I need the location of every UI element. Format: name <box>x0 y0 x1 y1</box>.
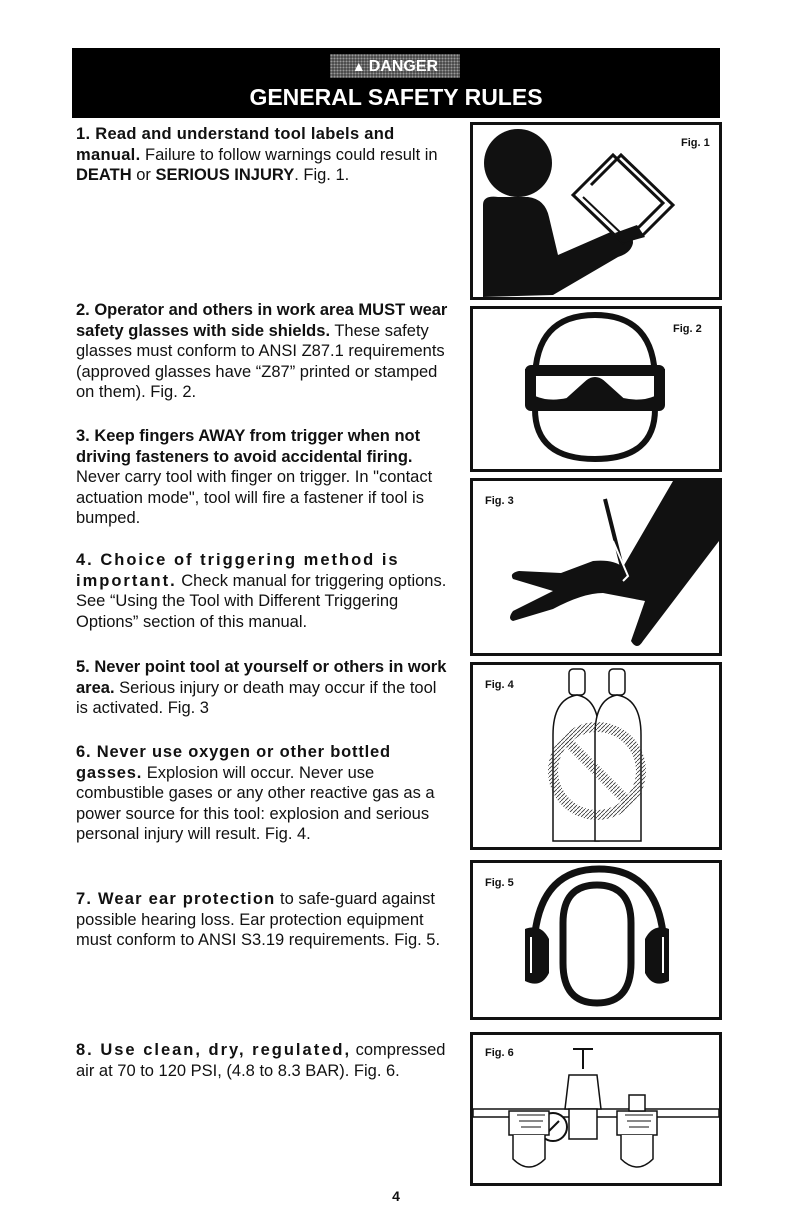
person-reading-manual-icon <box>473 125 719 297</box>
figure-2 <box>470 306 722 472</box>
rule-7-text: to safe-guard against possible hearing loss. Ear protection equipment must conform to ANSI S3.19 requirements. Fig. 5. <box>76 890 441 949</box>
rule-8 <box>76 1040 448 1081</box>
rule-8-heading: 8. Use clean, dry, regulated, <box>76 1041 352 1059</box>
rule-5-heading: 5. Never point tool at yourself or others in work area. <box>76 658 447 697</box>
rule-1-death: DEATH <box>76 166 132 184</box>
figure-2-label: Fig. 2 <box>673 323 702 335</box>
page-number: 4 <box>392 1188 400 1204</box>
rule-3 <box>76 426 448 529</box>
danger-label-text: DANGER <box>368 58 439 75</box>
page-title: GENERAL SAFETY RULES <box>249 84 543 110</box>
figure-3-label: Fig. 3 <box>485 495 514 507</box>
figure-1-label: Fig. 1 <box>681 137 710 149</box>
rule-1-text: Failure to follow warnings could result in <box>140 145 438 164</box>
rule-4 <box>76 550 448 632</box>
rule-7-heading: 7. Wear ear protection <box>76 890 276 908</box>
figure-3 <box>470 478 722 656</box>
rule-5-text: Serious injury or death may occur if the tool is activated. Fig. 3 <box>76 678 437 717</box>
rule-1-fig-ref: . Fig. 1. <box>294 166 350 184</box>
rule-5 <box>76 657 448 719</box>
rule-1-heading: 1. Read and understand tool labels and manual. <box>76 125 395 164</box>
figure-4 <box>470 662 722 850</box>
figure-1 <box>470 122 722 300</box>
danger-header <box>72 48 720 118</box>
rule-1 <box>76 124 448 186</box>
figure-5-label: Fig. 5 <box>485 877 514 889</box>
danger-badge <box>330 54 460 78</box>
rule-6-text: Explosion will occur. Never use combustible gases or any other reactive gas as a power source for this tool: explosion and serious personal injury will result. Fig. 4. <box>76 763 435 843</box>
rule-4-text: Check manual for triggering options. See “Using the Tool with Different Triggering Options” section of this manual. <box>76 571 447 631</box>
rule-1-or: or <box>131 166 156 184</box>
warning-triangle-icon: ▲ <box>351 58 366 74</box>
rule-2-heading: 2. Operator and others in work area MUST wear safety glasses with side shields. <box>76 301 448 340</box>
rule-4-heading: 4. Choice of triggering method is important. <box>76 551 400 590</box>
rule-7 <box>76 889 448 951</box>
gas-cylinders-prohibited-icon <box>473 665 719 847</box>
rule-2 <box>76 300 448 403</box>
rule-8-text: compressed air at 70 to 120 PSI, (4.8 to 8.3 BAR). Fig. 6. <box>76 1041 446 1080</box>
rule-6-heading: 6. Never use oxygen or other bottled gasses. <box>76 743 391 782</box>
rule-3-heading: 3. Keep fingers AWAY from trigger when not driving fasteners to avoid accidental firing. <box>76 427 421 466</box>
rule-3-text: Never carry tool with finger on trigger. In "contact actuation mode", tool will fire a fastener if tool is bumped. <box>76 468 433 527</box>
rule-1-serious-injury: SERIOUS INJURY <box>155 166 295 184</box>
rule-6 <box>76 742 448 845</box>
figure-6 <box>470 1032 722 1186</box>
figure-6-label: Fig. 6 <box>485 1047 514 1059</box>
figure-4-label: Fig. 4 <box>485 679 514 691</box>
rule-2-text: These safety glasses must conform to ANSI Z87.1 requirements (approved glasses have “Z87” printed or stamped on them). Fig. 2. <box>76 321 445 401</box>
figure-5 <box>470 860 722 1020</box>
